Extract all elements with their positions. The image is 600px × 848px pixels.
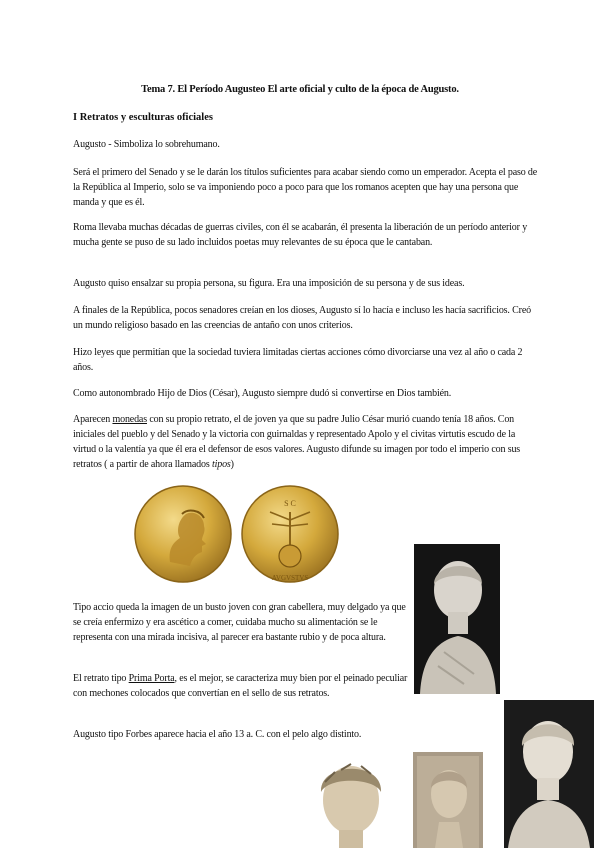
paragraph-9: Tipo accio queda la imagen de un busto joven con gran cabellera, muy delgado ya que se creía enfermizo y era ascético a comer, cuidaba mucho su alimentación se le representa con una mirada incisiva, al parecer era bastante rubio y de poca altura. [73,602,406,643]
augustus-relief-head-image [413,752,483,848]
section-heading: I Retratos y esculturas oficiales [73,112,213,123]
paragraph-4: Augusto quiso ensalzar su propia persona, su figura. Era una imposición de su persona y de sus ideas. [73,278,465,289]
paragraph-3: Roma llevaba muchas décadas de guerras civiles, con él se acabarán, él presenta la liberación de un período anterior y mucha gente se puso de su lado incluidos poetas muy relevantes de su época que le cantaban. [73,222,528,248]
paragraph-1: Augusto - Simboliza lo sobrehumano. [73,139,220,150]
paragraph-11: Augusto tipo Forbes aparece hacia el año 13 a. C. con el pelo algo distinto. [73,729,362,740]
paragraph-5: A finales de la República, pocos senadores creían en los dioses, Augusto sí lo hacía e incluso les hacía sacrificios. Creó un mundo religioso basado en las creencias de antaño con unos criterios. [73,305,531,331]
p10-text-start: El retrato tipo [73,673,129,684]
coin-reverse-letters: S C [284,499,296,508]
coin-inscription: AVGVSTVS [271,574,309,582]
augustus-bust-prima-porta-image [504,700,594,848]
p8-text-end: ) [230,459,234,470]
augustus-coin-image [130,484,346,584]
augustus-bust-accio-image [414,544,500,694]
monedas-link[interactable]: monedas [112,414,147,425]
paragraph-10 [73,671,408,701]
p10-text-end: , es el mejor, se caracteriza muy bien por el peinado peculiar con mechones colocados que convertían en el sello de sus retratos. [73,673,408,699]
document-title: Tema 7. El Período Augusteo El arte oficial y culto de la época de Augusto. [141,84,459,95]
prima-porta-link[interactable]: Prima Porta [128,673,175,684]
p8-text-mid: con su propio retrato, el de joven ya que su padre Julio César murió cuando tenía 18 años. Con iniciales del pueblo y del Senado y la victoria con guirnaldas y representado Apolo y el civitas virtutis escudo de la virtud o la valentía ya que él era el defensor de esos valores. Augusto difunde su imagen por todo el imperio con sus retratos ( a partir de ahora llamados [73,414,521,470]
paragraph-7: Como autonombrado Hijo de Dios (César), Augusto siempre dudó si convertirse en Dios también. [73,388,452,399]
p8-text-start: Aparecen [73,414,113,425]
paragraph-6: Hizo leyes que permitían que la sociedad tuviera limitadas ciertas acciones cómo divorciarse una vez al año o cada 2 años. [73,347,523,373]
tipos-term: tipos [211,459,231,470]
paragraph-2: Será el primero del Senado y se le darán los títulos suficientes para acabar siendo como un emperador. Acepta el paso de la República al Imperio, solo se va imponiendo poco a poco para que los romanos acepten que hay una persona que manda y que es él. [73,167,538,208]
paragraph-8 [73,412,533,472]
augustus-bust-forbes-image [305,752,397,848]
